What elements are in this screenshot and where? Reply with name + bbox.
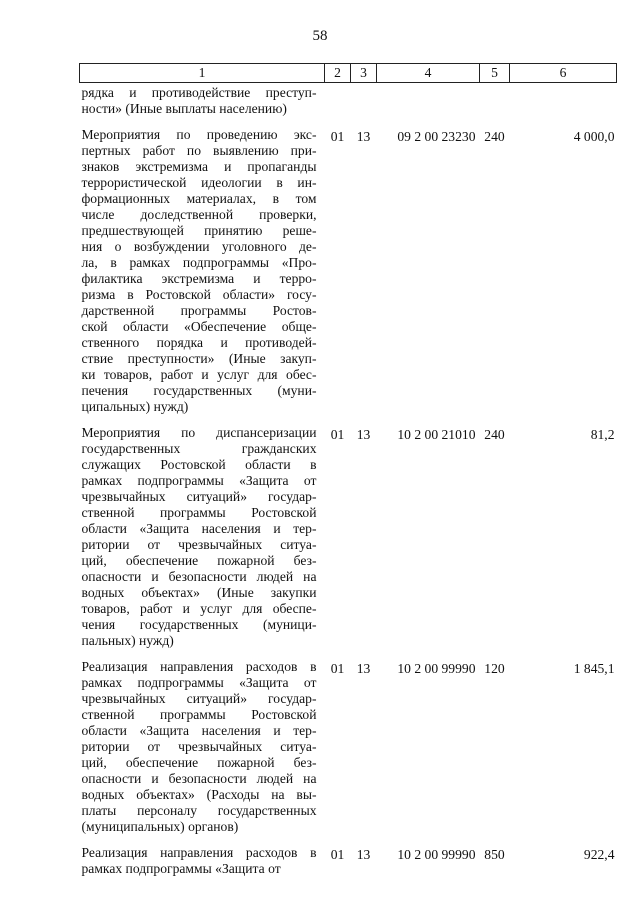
description-line: государственных гражданских bbox=[81, 441, 317, 456]
row-subsection-code: 13 bbox=[356, 129, 371, 144]
row-subsection-code: 13 bbox=[356, 427, 371, 442]
description-line: числе доследственной проверки, bbox=[81, 207, 317, 222]
table-header bbox=[80, 64, 617, 83]
description-line: предшествующей принятию реше- bbox=[81, 223, 317, 238]
description-line: чрезвычайных ситуаций» государ- bbox=[81, 489, 317, 504]
row-target-article bbox=[377, 83, 480, 122]
description-line: ствие преступности» (Иные закуп- bbox=[81, 351, 317, 366]
description-line: рамках подпрограммы «Защита от bbox=[81, 861, 281, 876]
row-amount: 1 845,1 bbox=[573, 661, 615, 676]
row-expense-type bbox=[480, 83, 510, 122]
description-line: ритории от чрезвычайных ситуа- bbox=[81, 537, 317, 552]
description-line: ственного порядка и противодей- bbox=[81, 335, 317, 350]
description-line: ций, обеспечение пожарной без- bbox=[81, 755, 317, 770]
page-number: 58 bbox=[312, 28, 328, 44]
row-subsection-code: 13 bbox=[356, 661, 371, 676]
row-amount bbox=[510, 83, 617, 122]
header-col-3: 3 bbox=[351, 64, 377, 83]
description-line: знаков экстремизма и пропаганды bbox=[81, 159, 317, 174]
description-line: Мероприятия по диспансеризации bbox=[81, 425, 317, 440]
description-line: рамках подпрограммы «Защита от bbox=[81, 473, 317, 488]
description-line: чения государственных (муници- bbox=[81, 617, 317, 632]
description-line: формационных материалах, в том bbox=[81, 191, 317, 206]
description-line: опасности и безопасности людей на bbox=[81, 771, 317, 786]
description-line: Мероприятия по проведению экс- bbox=[81, 127, 317, 142]
header-col-4: 4 bbox=[377, 64, 480, 83]
description-line: ципальных) нужд) bbox=[81, 399, 189, 414]
row-amount: 922,4 bbox=[583, 847, 615, 862]
description-line: ния о возбуждении уголовного де- bbox=[81, 239, 317, 254]
row-expense-type: 240 bbox=[484, 427, 505, 442]
description-line: террористической идеологии в ин- bbox=[81, 175, 317, 190]
table-body bbox=[80, 83, 617, 882]
description-line: Реализация направления расходов в bbox=[81, 659, 317, 674]
description-line: чрезвычайных ситуаций» государ- bbox=[81, 691, 317, 706]
description-line: ственной программы Ростовской bbox=[81, 505, 317, 520]
row-section-code: 01 bbox=[330, 427, 345, 442]
table-row bbox=[80, 653, 617, 839]
row-amount: 81,2 bbox=[590, 427, 615, 442]
table-row bbox=[80, 419, 617, 653]
header-col-1: 1 bbox=[80, 64, 325, 83]
description-line: (муниципальных) органов) bbox=[81, 819, 239, 834]
description-line: ритории от чрезвычайных ситуа- bbox=[81, 739, 317, 754]
row-section-code bbox=[325, 83, 351, 122]
row-section-code: 01 bbox=[330, 129, 345, 144]
description-line: ризма в Ростовской области» госу- bbox=[81, 287, 317, 302]
description-line: служащих Ростовской области в bbox=[81, 457, 317, 472]
description-line: ки товаров, работ и услуг для обес- bbox=[81, 367, 317, 382]
budget-table bbox=[79, 63, 617, 881]
row-amount: 4 000,0 bbox=[573, 129, 615, 144]
description-line: ской области «Обеспечение обще- bbox=[81, 319, 317, 334]
description-line: товаров, работ и услуг для обеспе- bbox=[81, 601, 317, 616]
row-target-article: 10 2 00 99990 bbox=[397, 847, 476, 862]
row-description bbox=[80, 839, 325, 881]
table-row bbox=[80, 83, 617, 122]
description-line: водных объектах» (Иные закупки bbox=[81, 585, 317, 600]
row-target-article: 10 2 00 99990 bbox=[397, 661, 476, 676]
row-description bbox=[80, 83, 325, 122]
description-line: ности» (Иные выплаты населению) bbox=[81, 101, 287, 116]
description-line: пальных) нужд) bbox=[81, 633, 174, 648]
description-line: области «Защита населения и тер- bbox=[81, 521, 317, 536]
row-expense-type: 850 bbox=[484, 847, 505, 862]
row-description bbox=[80, 419, 325, 653]
description-line: рамках подпрограммы «Защита от bbox=[81, 675, 317, 690]
description-line: водных объектах» (Расходы на вы- bbox=[81, 787, 317, 802]
description-line: пертных работ по выявлению при- bbox=[81, 143, 317, 158]
header-col-2: 2 bbox=[325, 64, 351, 83]
row-target-article: 10 2 00 21010 bbox=[397, 427, 476, 442]
description-line: дарственной программы Ростов- bbox=[81, 303, 317, 318]
row-description bbox=[80, 121, 325, 419]
table-row bbox=[80, 121, 617, 419]
description-line: платы персоналу государственных bbox=[81, 803, 317, 818]
description-line: рядка и противодействие преступ- bbox=[81, 85, 317, 100]
description-line: Реализация направления расходов в bbox=[81, 845, 317, 860]
header-col-6: 6 bbox=[510, 64, 617, 83]
row-description bbox=[80, 653, 325, 839]
description-line: печения государственных (муни- bbox=[81, 383, 317, 398]
row-target-article: 09 2 00 23230 bbox=[397, 129, 476, 144]
row-expense-type: 240 bbox=[484, 129, 505, 144]
header-col-5: 5 bbox=[480, 64, 510, 83]
description-line: ла, в рамках подпрограммы «Про- bbox=[81, 255, 317, 270]
description-line: ций, обеспечение пожарной без- bbox=[81, 553, 317, 568]
row-expense-type: 120 bbox=[484, 661, 505, 676]
row-section-code: 01 bbox=[330, 847, 345, 862]
row-subsection-code: 13 bbox=[356, 847, 371, 862]
row-section-code: 01 bbox=[330, 661, 345, 676]
description-line: области «Защита населения и тер- bbox=[81, 723, 317, 738]
description-line: филактика экстремизма и терро- bbox=[81, 271, 317, 286]
description-line: ственной программы Ростовской bbox=[81, 707, 317, 722]
row-subsection-code bbox=[351, 83, 377, 122]
description-line: опасности и безопасности людей на bbox=[81, 569, 317, 584]
table-row bbox=[80, 839, 617, 881]
